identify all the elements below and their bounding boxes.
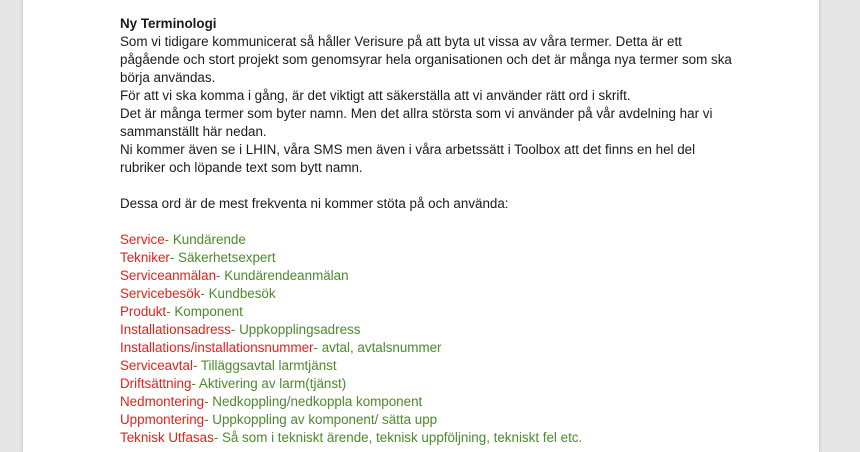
new-term: - Komponent (166, 304, 243, 319)
term-row (120, 339, 740, 357)
blank-line (120, 177, 740, 195)
term-row (120, 429, 740, 447)
terms-intro: Dessa ord är de mest frekventa ni kommer stöta på och använda: (120, 196, 509, 211)
paragraph-intro-4: Ni kommer även se i LHIN, våra SMS men även i våra arbetssätt i Toolbox att det finns en hel del rubriker och löpande text som bytt namn. (120, 142, 696, 175)
term-row (120, 303, 740, 321)
new-term: - Kundbesök (200, 286, 276, 301)
old-term: Installationsadress (120, 322, 231, 337)
old-term: Tekniker (120, 250, 170, 265)
old-term: Service (120, 232, 165, 247)
term-list (120, 231, 740, 447)
old-term: Driftsättning (120, 376, 192, 391)
old-term: Serviceanmälan (120, 268, 217, 283)
new-term: - Uppkoppling av komponent/ sätta upp (204, 412, 438, 427)
paragraph-intro-1: Som vi tidigare kommunicerat så håller Verisure på att byta ut vissa av våra termer. Detta är ett pågående och stort projekt som genomsyrar hela organisationen och det är många nya termer som ska börja användas. (120, 34, 732, 85)
new-term: - Tilläggsavtal larmtjänst (192, 358, 337, 373)
new-term: - avtal, avtalsnummer (313, 340, 442, 355)
paragraph-intro-2: För att vi ska komma i gång, är det viktigt att säkerställa att vi använder rätt ord i skrift. (120, 88, 631, 103)
old-term: Uppmontering (120, 412, 205, 427)
term-row (120, 411, 740, 429)
document-body[interactable] (120, 15, 740, 447)
old-term: Servicebesök (120, 286, 201, 301)
term-row (120, 249, 740, 267)
new-term: - Så som i tekniskt ärende, teknisk uppföljning, tekniskt fel etc. (213, 430, 583, 445)
document-page[interactable] (22, 0, 820, 452)
new-term: - Uppkopplingsadress (230, 322, 361, 337)
term-row (120, 357, 740, 375)
term-row (120, 393, 740, 411)
old-term: Installations/installationsnummer (120, 340, 314, 355)
new-term: - Aktivering av larm(tjänst) (191, 376, 347, 391)
new-term: - Nedkoppling/nedkoppla komponent (204, 394, 423, 409)
paragraph-intro-3: Det är många termer som byter namn. Men det allra största som vi använder på vår avdelning har vi sammanställt här nedan. (120, 106, 713, 139)
new-term: - Kundärendeanmälan (216, 268, 349, 283)
document-heading: Ny Terminologi (120, 16, 217, 31)
term-row (120, 231, 740, 249)
new-term: - Säkerhetsexpert (169, 250, 276, 265)
term-row (120, 267, 740, 285)
old-term: Serviceavtal (120, 358, 193, 373)
new-term: - Kundärende (164, 232, 246, 247)
old-term: Produkt (120, 304, 167, 319)
term-row (120, 285, 740, 303)
term-row (120, 321, 740, 339)
old-term: Nedmontering (120, 394, 205, 409)
old-term: Teknisk Utfasas (120, 430, 214, 445)
term-row (120, 375, 740, 393)
blank-line (120, 213, 740, 231)
